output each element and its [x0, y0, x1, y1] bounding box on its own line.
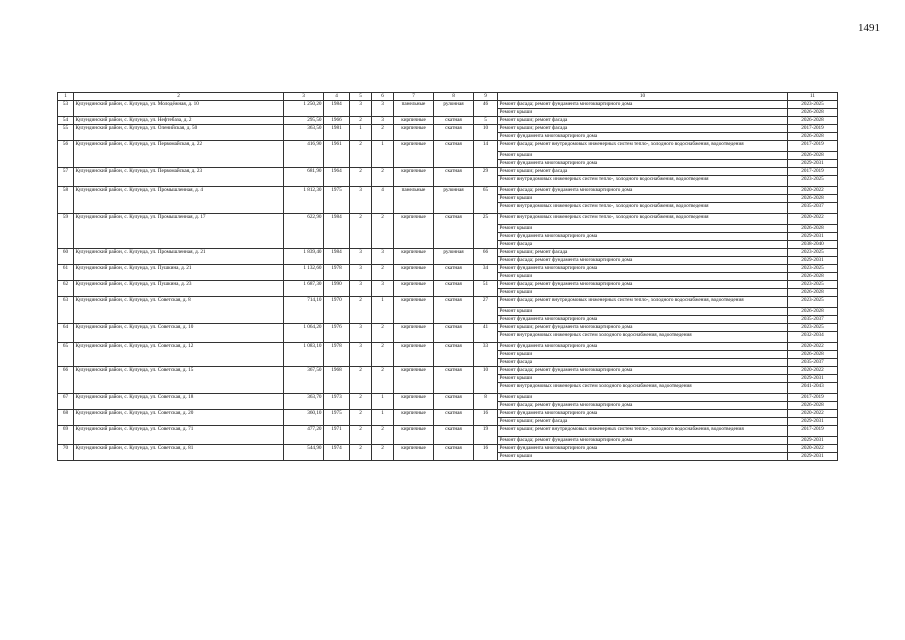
column-header: 1 [58, 93, 74, 101]
work-type-cell: Ремонт фасада [498, 241, 788, 249]
period-cell: 2029-2031 [788, 375, 838, 383]
row-number: 54 [58, 117, 74, 125]
row-number: 53 [58, 101, 74, 117]
area-cell: 1 812,30 [284, 187, 324, 214]
period-cell: 2017-2019 [788, 125, 838, 133]
period-cell: 2026-2028 [788, 402, 838, 410]
row-number: 58 [58, 187, 74, 214]
work-type-cell: Ремонт крыши [498, 152, 788, 160]
roof-type-cell: скатная [434, 410, 474, 426]
roof-type-cell: скатная [434, 297, 474, 324]
walls-material-cell: панельные [394, 101, 434, 117]
repair-program-table [57, 92, 838, 461]
address-cell: Кулундинский район, с. Кулунда, ул. Оленийская, д. 50 [74, 125, 284, 141]
area-cell: 1 687,30 [284, 281, 324, 297]
period-cell: 2017-2019 [788, 394, 838, 402]
period-cell: 2017-2019 [788, 426, 838, 437]
apartments-cell: 27 [474, 297, 498, 324]
period-cell: 2029-2031 [788, 160, 838, 168]
address-cell: Кулундинский район, с. Кулунда, ул. Советская, д. 18 [74, 394, 284, 410]
floors-cell: 2 [350, 297, 372, 324]
table-row [58, 265, 838, 273]
period-cell: 2029-2031 [788, 233, 838, 241]
period-cell: 2023-2025 [788, 265, 838, 273]
apartments-cell: 16 [474, 445, 498, 461]
work-type-cell: Ремонт крыши [498, 375, 788, 383]
table-row [58, 426, 838, 437]
entrances-cell: 3 [372, 249, 394, 265]
column-header: 6 [372, 93, 394, 101]
work-type-cell: Ремонт крыши [498, 453, 788, 461]
period-cell: 2029-2031 [788, 418, 838, 426]
apartments-cell: 5 [474, 117, 498, 125]
period-cell: 2026-2028 [788, 225, 838, 233]
work-type-cell: Ремонт фундамента многоквартирного дома [498, 233, 788, 241]
period-cell: 2020-2022 [788, 445, 838, 453]
area-cell: 360,10 [284, 410, 324, 426]
roof-type-cell: рулонная [434, 249, 474, 265]
year-cell: 1975 [324, 187, 350, 214]
period-cell: 2026-2028 [788, 117, 838, 125]
period-cell: 2026-2028 [788, 289, 838, 297]
work-type-cell: Ремонт фасада; ремонт фундамента многоквартирного дома [498, 101, 788, 109]
apartments-cell: 34 [474, 265, 498, 281]
floors-cell: 2 [350, 445, 372, 461]
column-header: 2 [74, 93, 284, 101]
period-cell: 2029-2031 [788, 437, 838, 445]
work-type-cell: Ремонт фундамента многоквартирного дома [498, 445, 788, 453]
work-type-cell: Ремонт фасада; ремонт фундамента многоквартирного дома [498, 281, 788, 289]
table-row [58, 249, 838, 257]
floors-cell: 2 [350, 214, 372, 249]
column-header: 11 [788, 93, 838, 101]
area-cell: 1 083,10 [284, 343, 324, 367]
work-type-cell: Ремонт внутридомовых инженерных систем тепло-, холодного водоснабжения, водоотведения [498, 203, 788, 214]
year-cell: 1974 [324, 445, 350, 461]
work-type-cell: Ремонт крыши [498, 289, 788, 297]
walls-material-cell: кирпичные [394, 410, 434, 426]
period-cell: 2026-2028 [788, 109, 838, 117]
work-type-cell: Ремонт крыши; ремонт фасада [498, 168, 788, 176]
table-row [58, 297, 838, 308]
row-number: 60 [58, 249, 74, 265]
apartments-cell: 19 [474, 426, 498, 445]
work-type-cell: Ремонт фасада; ремонт фундамента многоквартирного дома [498, 257, 788, 265]
apartments-cell: 46 [474, 101, 498, 117]
address-cell: Кулундинский район, с. Кулунда, ул. Советская, д. 10 [74, 324, 284, 343]
row-number: 65 [58, 343, 74, 367]
row-number: 63 [58, 297, 74, 324]
table-row [58, 168, 838, 176]
floors-cell: 3 [350, 324, 372, 343]
table-row [58, 343, 838, 351]
year-cell: 1971 [324, 426, 350, 445]
entrances-cell: 2 [372, 445, 394, 461]
year-cell: 1968 [324, 367, 350, 394]
work-type-cell: Ремонт крыши [498, 225, 788, 233]
table-body [58, 101, 838, 461]
year-cell: 1984 [324, 214, 350, 249]
work-type-cell: Ремонт внутридомовых инженерных систем тепло-, холодного водоснабжения, водоотведения [498, 214, 788, 225]
year-cell: 1973 [324, 394, 350, 410]
period-cell: 2041-2043 [788, 383, 838, 394]
column-header: 4 [324, 93, 350, 101]
area-cell: 363,70 [284, 394, 324, 410]
apartments-cell: 14 [474, 141, 498, 168]
work-type-cell: Ремонт фундамента многоквартирного дома [498, 343, 788, 351]
area-cell: 1 064,20 [284, 324, 324, 343]
walls-material-cell: кирпичные [394, 141, 434, 168]
address-cell: Кулундинский район, с. Кулунда, ул. Молодёжная, д. 10 [74, 101, 284, 117]
table-row [58, 367, 838, 375]
year-cell: 1961 [324, 141, 350, 168]
address-cell: Кулундинский район, с. Кулунда, ул. Промышленная, д. 21 [74, 249, 284, 265]
address-cell: Кулундинский район, с. Кулунда, ул. Советская, д. 8 [74, 297, 284, 324]
walls-material-cell: кирпичные [394, 426, 434, 445]
apartments-cell: 51 [474, 281, 498, 297]
address-cell: Кулундинский район, с. Кулунда, ул. Советская, д. 15 [74, 367, 284, 394]
walls-material-cell: кирпичные [394, 445, 434, 461]
work-type-cell: Ремонт крыши [498, 109, 788, 117]
row-number: 70 [58, 445, 74, 461]
address-cell: Кулундинский район, с. Кулунда, ул. Первомайская, д. 22 [74, 141, 284, 168]
period-cell: 2035-2037 [788, 203, 838, 214]
table-row [58, 101, 838, 109]
entrances-cell: 2 [372, 214, 394, 249]
walls-material-cell: кирпичные [394, 324, 434, 343]
year-cell: 1964 [324, 168, 350, 187]
entrances-cell: 3 [372, 281, 394, 297]
roof-type-cell: скатная [434, 367, 474, 394]
row-number: 61 [58, 265, 74, 281]
address-cell: Кулундинский район, с. Кулунда, ул. Пушкина, д. 23 [74, 281, 284, 297]
year-cell: 1976 [324, 324, 350, 343]
walls-material-cell: панельные [394, 187, 434, 214]
period-cell: 2023-2025 [788, 249, 838, 257]
walls-material-cell: кирпичные [394, 343, 434, 367]
area-cell: 714,10 [284, 297, 324, 324]
work-type-cell: Ремонт фасада; ремонт фундамента многоквартирного дома [498, 402, 788, 410]
area-cell: 1 132,60 [284, 265, 324, 281]
column-header: 10 [498, 93, 788, 101]
period-cell: 2020-2022 [788, 187, 838, 195]
period-cell: 2038-2040 [788, 241, 838, 249]
floors-cell: 1 [350, 125, 372, 141]
row-number: 67 [58, 394, 74, 410]
period-cell: 2023-2025 [788, 281, 838, 289]
area-cell: 295,50 [284, 117, 324, 125]
roof-type-cell: скатная [434, 324, 474, 343]
floors-cell: 2 [350, 141, 372, 168]
floors-cell: 3 [350, 265, 372, 281]
floors-cell: 3 [350, 343, 372, 367]
table-row [58, 281, 838, 289]
entrances-cell: 2 [372, 367, 394, 394]
area-cell: 1 250,20 [284, 101, 324, 117]
address-cell: Кулундинский район, с. Кулунда, ул. Первомайская, д. 23 [74, 168, 284, 187]
roof-type-cell: скатная [434, 445, 474, 461]
roof-type-cell: скатная [434, 168, 474, 187]
period-cell: 2017-2019 [788, 168, 838, 176]
work-type-cell: Ремонт крыши; ремонт фасада [498, 117, 788, 125]
year-cell: 1990 [324, 281, 350, 297]
row-number: 64 [58, 324, 74, 343]
work-type-cell: Ремонт крыши [498, 273, 788, 281]
period-cell: 2017-2019 [788, 141, 838, 152]
period-cell: 2026-2028 [788, 195, 838, 203]
column-header: 9 [474, 93, 498, 101]
period-cell: 2020-2022 [788, 367, 838, 375]
work-type-cell: Ремонт фундамента многоквартирного дома [498, 316, 788, 324]
apartments-cell: 33 [474, 343, 498, 367]
year-cell: 1984 [324, 101, 350, 117]
year-cell: 1966 [324, 117, 350, 125]
work-type-cell: Ремонт фасада; ремонт фундамента многоквартирного дома [498, 187, 788, 195]
year-cell: 1978 [324, 343, 350, 367]
work-type-cell: Ремонт фасада; ремонт фундамента многоквартирного дома [498, 367, 788, 375]
roof-type-cell: скатная [434, 281, 474, 297]
entrances-cell: 3 [372, 117, 394, 125]
column-header: 7 [394, 93, 434, 101]
walls-material-cell: кирпичные [394, 117, 434, 125]
row-number: 68 [58, 410, 74, 426]
roof-type-cell: скатная [434, 117, 474, 125]
table-row [58, 141, 838, 152]
area-cell: 1 839,40 [284, 249, 324, 265]
table-row [58, 445, 838, 453]
column-header: 3 [284, 93, 324, 101]
entrances-cell: 1 [372, 141, 394, 168]
address-cell: Кулундинский район, с. Кулунда, ул. Пушкина, д. 21 [74, 265, 284, 281]
row-number: 57 [58, 168, 74, 187]
work-type-cell: Ремонт фасада; ремонт внутридомовых инженерных систем тепло-, холодного водоснабжения, водоотведения [498, 141, 788, 152]
work-type-cell: Ремонт фасада; ремонт фундамента многоквартирного дома [498, 437, 788, 445]
table-row [58, 117, 838, 125]
apartments-cell: 29 [474, 168, 498, 187]
apartments-cell: 41 [474, 324, 498, 343]
area-cell: 544,90 [284, 445, 324, 461]
address-cell: Кулундинский район, с. Кулунда, ул. Советская, д. 71 [74, 426, 284, 445]
year-cell: 1970 [324, 297, 350, 324]
period-cell: 2023-2025 [788, 297, 838, 308]
period-cell: 2023-2025 [788, 176, 838, 187]
period-cell: 2026-2028 [788, 133, 838, 141]
floors-cell: 2 [350, 410, 372, 426]
area-cell: 477,20 [284, 426, 324, 445]
work-type-cell: Ремонт крыши [498, 195, 788, 203]
header-row [58, 93, 838, 101]
floors-cell: 2 [350, 367, 372, 394]
period-cell: 2035-2037 [788, 359, 838, 367]
entrances-cell: 1 [372, 410, 394, 426]
walls-material-cell: кирпичные [394, 394, 434, 410]
apartments-cell: 8 [474, 394, 498, 410]
table-row [58, 410, 838, 418]
walls-material-cell: кирпичные [394, 265, 434, 281]
column-header: 5 [350, 93, 372, 101]
work-type-cell: Ремонт крыши [498, 394, 788, 402]
address-cell: Кулундинский район, с. Кулунда, ул. Промышленная, д. 4 [74, 187, 284, 214]
entrances-cell: 2 [372, 125, 394, 141]
work-type-cell: Ремонт внутридомовых инженерных систем холодного водоснабжения, водоотведения [498, 383, 788, 394]
roof-type-cell: рулонная [434, 187, 474, 214]
table-row [58, 214, 838, 225]
period-cell: 2020-2022 [788, 410, 838, 418]
period-cell: 2029-2031 [788, 257, 838, 265]
work-type-cell: Ремонт фундамента многоквартирного дома [498, 160, 788, 168]
walls-material-cell: кирпичные [394, 297, 434, 324]
year-cell: 1984 [324, 249, 350, 265]
page-number: 1491 [858, 22, 880, 34]
address-cell: Кулундинский район, с. Кулунда, ул. Нефтебаза, д. 2 [74, 117, 284, 125]
work-type-cell: Ремонт крыши; ремонт фасада [498, 249, 788, 257]
apartments-cell: 10 [474, 125, 498, 141]
period-cell: 2023-2025 [788, 324, 838, 332]
entrances-cell: 1 [372, 297, 394, 324]
entrances-cell: 2 [372, 324, 394, 343]
floors-cell: 2 [350, 394, 372, 410]
roof-type-cell: скатная [434, 394, 474, 410]
work-type-cell: Ремонт фундамента многоквартирного дома [498, 133, 788, 141]
roof-type-cell: скатная [434, 214, 474, 249]
work-type-cell: Ремонт фундамента многоквартирного дома [498, 410, 788, 418]
walls-material-cell: кирпичные [394, 168, 434, 187]
work-type-cell: Ремонт внутридомовых инженерных систем тепло-, холодного водоснабжения, водоотведения [498, 176, 788, 187]
area-cell: 363,50 [284, 125, 324, 141]
address-cell: Кулундинский район, с. Кулунда, ул. Промышленная, д. 17 [74, 214, 284, 249]
period-cell: 2026-2028 [788, 351, 838, 359]
apartments-cell: 16 [474, 410, 498, 426]
roof-type-cell: скатная [434, 141, 474, 168]
walls-material-cell: кирпичные [394, 367, 434, 394]
year-cell: 1981 [324, 125, 350, 141]
roof-type-cell: скатная [434, 125, 474, 141]
roof-type-cell: скатная [434, 343, 474, 367]
row-number: 56 [58, 141, 74, 168]
row-number: 62 [58, 281, 74, 297]
walls-material-cell: кирпичные [394, 125, 434, 141]
work-type-cell: Ремонт крыши; ремонт фасада [498, 125, 788, 133]
year-cell: 1975 [324, 410, 350, 426]
entrances-cell: 2 [372, 426, 394, 445]
area-cell: 622,90 [284, 214, 324, 249]
entrances-cell: 3 [372, 101, 394, 117]
entrances-cell: 4 [372, 187, 394, 214]
area-cell: 416,90 [284, 141, 324, 168]
floors-cell: 3 [350, 249, 372, 265]
row-number: 55 [58, 125, 74, 141]
row-number: 69 [58, 426, 74, 445]
period-cell: 2035-2037 [788, 316, 838, 324]
work-type-cell: Ремонт внутридомовых инженерных систем холодного водоснабжения, водоотведения [498, 332, 788, 343]
year-cell: 1978 [324, 265, 350, 281]
walls-material-cell: кирпичные [394, 249, 434, 265]
floors-cell: 3 [350, 101, 372, 117]
row-number: 59 [58, 214, 74, 249]
apartments-cell: 66 [474, 249, 498, 265]
period-cell: 2023-2025 [788, 101, 838, 109]
table-row [58, 187, 838, 195]
work-type-cell: Ремонт фасада; ремонт внутридомовых инженерных систем тепло-, холодного водоснабжения, водоотведения [498, 297, 788, 308]
apartments-cell: 65 [474, 187, 498, 214]
address-cell: Кулундинский район, с. Кулунда, ул. Советская, д. 12 [74, 343, 284, 367]
floors-cell: 2 [350, 117, 372, 125]
row-number: 66 [58, 367, 74, 394]
work-type-cell: Ремонт крыши; ремонт фасада [498, 418, 788, 426]
work-type-cell: Ремонт крыши; ремонт внутридомовых инженерных систем тепло-, холодного водоснабжения, водоотведения [498, 426, 788, 437]
period-cell: 2026-2028 [788, 152, 838, 160]
floors-cell: 2 [350, 168, 372, 187]
roof-type-cell: рулонная [434, 101, 474, 117]
floors-cell: 3 [350, 187, 372, 214]
work-type-cell: Ремонт фасада [498, 359, 788, 367]
period-cell: 2029-2031 [788, 453, 838, 461]
period-cell: 2026-2028 [788, 273, 838, 281]
work-type-cell: Ремонт фундамента многоквартирного дома [498, 265, 788, 273]
floors-cell: 2 [350, 426, 372, 445]
work-type-cell: Ремонт крыши; ремонт фундамента многоквартирного дома [498, 324, 788, 332]
entrances-cell: 2 [372, 168, 394, 187]
column-header: 8 [434, 93, 474, 101]
table-row [58, 125, 838, 133]
period-cell: 2020-2022 [788, 343, 838, 351]
area-cell: 367,50 [284, 367, 324, 394]
period-cell: 2020-2022 [788, 214, 838, 225]
entrances-cell: 2 [372, 265, 394, 281]
area-cell: 681,90 [284, 168, 324, 187]
roof-type-cell: скатная [434, 426, 474, 445]
walls-material-cell: кирпичные [394, 281, 434, 297]
work-type-cell: Ремонт крыши [498, 308, 788, 316]
address-cell: Кулундинский район, с. Кулунда, ул. Советская, д. 20 [74, 410, 284, 426]
entrances-cell: 2 [372, 343, 394, 367]
table-row [58, 324, 838, 332]
table-row [58, 394, 838, 402]
walls-material-cell: кирпичные [394, 214, 434, 249]
apartments-cell: 25 [474, 214, 498, 249]
roof-type-cell: скатная [434, 265, 474, 281]
work-type-cell: Ремонт крыши [498, 351, 788, 359]
period-cell: 2026-2028 [788, 308, 838, 316]
entrances-cell: 1 [372, 394, 394, 410]
floors-cell: 3 [350, 281, 372, 297]
apartments-cell: 10 [474, 367, 498, 394]
address-cell: Кулундинский район, с. Кулунда, ул. Советская, д. 81 [74, 445, 284, 461]
period-cell: 2032-2034 [788, 332, 838, 343]
